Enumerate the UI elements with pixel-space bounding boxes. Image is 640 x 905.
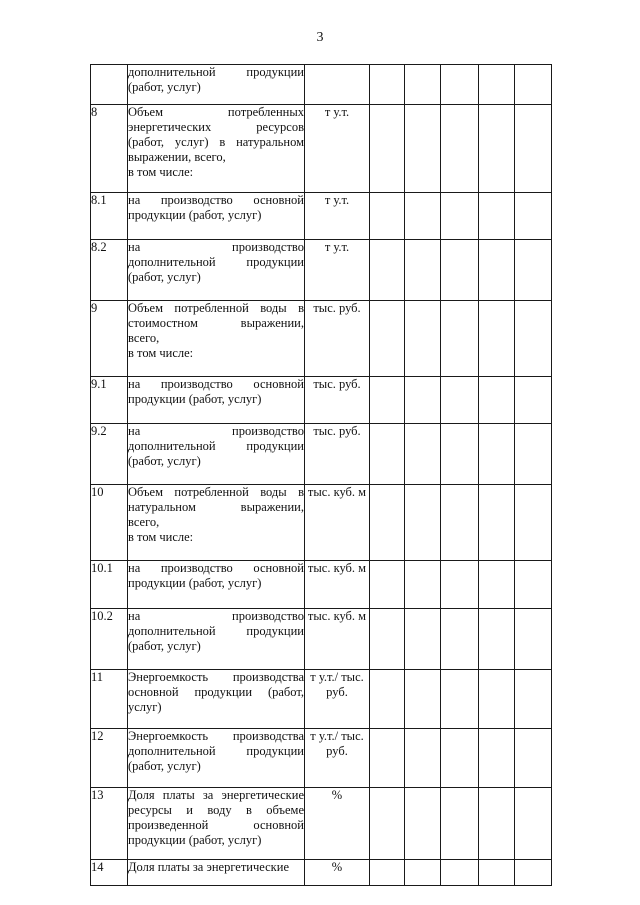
table-row <box>91 193 552 240</box>
value-cell <box>370 377 405 424</box>
description-line: услуг) <box>128 700 162 714</box>
value-cell <box>515 561 552 609</box>
description-line: основной продукции (работ, <box>128 685 304 699</box>
value-cell <box>370 561 405 609</box>
value-cell <box>405 860 441 886</box>
description-line: (работ, услуг) <box>128 639 201 653</box>
description-line: дополнительной продукции <box>128 65 304 79</box>
row-number: 10.2 <box>91 609 128 670</box>
description-line: стоимостном выражении, <box>128 316 304 330</box>
description-line: в том числе: <box>128 165 194 179</box>
value-cell <box>405 193 441 240</box>
description-line: Объем потребленных <box>128 105 304 119</box>
row-number: 8.1 <box>91 193 128 240</box>
table-row <box>91 860 552 886</box>
row-description <box>128 609 305 670</box>
description-line: на производство основной <box>128 377 304 391</box>
row-unit: тыс. куб. м <box>305 609 370 670</box>
value-cell <box>479 424 515 485</box>
value-cell <box>370 670 405 729</box>
table-row <box>91 240 552 301</box>
row-unit: т у.т./ тыс. руб. <box>305 729 370 788</box>
value-cell <box>405 65 441 105</box>
value-cell <box>370 424 405 485</box>
row-unit: тыс. куб. м <box>305 485 370 561</box>
value-cell <box>441 424 479 485</box>
description-line: (работ, услуг) <box>128 80 201 94</box>
row-unit: % <box>305 788 370 860</box>
value-cell <box>441 561 479 609</box>
description-line: выражении, всего, <box>128 150 226 164</box>
value-cell <box>370 729 405 788</box>
row-unit: % <box>305 860 370 886</box>
description-line: Доля платы за энергетические <box>128 860 289 874</box>
description-line: (работ, услуг) <box>128 454 201 468</box>
value-cell <box>405 561 441 609</box>
description-line: на производство <box>128 609 304 623</box>
value-cell <box>405 105 441 193</box>
row-description <box>128 193 305 240</box>
value-cell <box>441 860 479 886</box>
description-line: Энергоемкость производства <box>128 670 304 684</box>
value-cell <box>515 193 552 240</box>
description-line: Объем потребленной воды в <box>128 301 304 315</box>
description-line: в том числе: <box>128 346 194 360</box>
description-line: дополнительной продукции <box>128 255 304 269</box>
value-cell <box>370 193 405 240</box>
value-cell <box>441 729 479 788</box>
row-unit: т у.т./ тыс. руб. <box>305 670 370 729</box>
row-description <box>128 105 305 193</box>
description-line: продукции (работ, услуг) <box>128 833 262 847</box>
value-cell <box>441 788 479 860</box>
value-cell <box>405 424 441 485</box>
row-description <box>128 788 305 860</box>
description-line: Энергоемкость производства <box>128 729 304 743</box>
value-cell <box>370 609 405 670</box>
description-line: ресурсы и воду в объеме <box>128 803 304 817</box>
value-cell <box>405 609 441 670</box>
description-line: в том числе: <box>128 530 194 544</box>
row-number: 11 <box>91 670 128 729</box>
description-line: (работ, услуг) в натуральном <box>128 135 304 149</box>
value-cell <box>515 670 552 729</box>
description-line: всего, <box>128 331 160 345</box>
row-unit: тыс. куб. м <box>305 561 370 609</box>
row-description <box>128 561 305 609</box>
row-number: 12 <box>91 729 128 788</box>
value-cell <box>515 377 552 424</box>
value-cell <box>479 377 515 424</box>
description-line: энергетических ресурсов <box>128 120 304 134</box>
description-line: на производство основной <box>128 561 304 575</box>
description-line: (работ, услуг) <box>128 270 201 284</box>
table-row <box>91 301 552 377</box>
value-cell <box>441 670 479 729</box>
description-line: всего, <box>128 515 160 529</box>
table-row <box>91 729 552 788</box>
row-number: 9.2 <box>91 424 128 485</box>
row-unit <box>305 65 370 105</box>
value-cell <box>370 105 405 193</box>
table-row <box>91 377 552 424</box>
description-line: продукции (работ, услуг) <box>128 208 262 222</box>
description-line: на производство основной <box>128 193 304 207</box>
description-line: Объем потребленной воды в <box>128 485 304 499</box>
value-cell <box>515 788 552 860</box>
row-description <box>128 377 305 424</box>
row-unit: т у.т. <box>305 240 370 301</box>
table-row <box>91 788 552 860</box>
value-cell <box>370 65 405 105</box>
value-cell <box>441 485 479 561</box>
description-line: продукции (работ, услуг) <box>128 392 262 406</box>
value-cell <box>405 485 441 561</box>
value-cell <box>479 240 515 301</box>
row-unit: тыс. руб. <box>305 377 370 424</box>
value-cell <box>405 377 441 424</box>
value-cell <box>370 301 405 377</box>
row-description <box>128 670 305 729</box>
row-number: 8 <box>91 105 128 193</box>
value-cell <box>515 424 552 485</box>
table-row <box>91 424 552 485</box>
value-cell <box>515 105 552 193</box>
value-cell <box>405 670 441 729</box>
value-cell <box>441 301 479 377</box>
page-number: 3 <box>316 30 324 45</box>
value-cell <box>479 670 515 729</box>
value-cell <box>370 788 405 860</box>
value-cell <box>441 609 479 670</box>
description-line: (работ, услуг) <box>128 759 201 773</box>
value-cell <box>479 860 515 886</box>
value-cell <box>515 860 552 886</box>
indicator-table <box>90 64 552 886</box>
row-number: 13 <box>91 788 128 860</box>
value-cell <box>479 193 515 240</box>
value-cell <box>479 65 515 105</box>
value-cell <box>405 788 441 860</box>
description-line: Доля платы за энергетические <box>128 788 304 802</box>
description-line: на производство <box>128 424 304 438</box>
row-unit: т у.т. <box>305 193 370 240</box>
value-cell <box>441 105 479 193</box>
table-row <box>91 609 552 670</box>
row-description <box>128 65 305 105</box>
row-number <box>91 65 128 105</box>
table-row <box>91 485 552 561</box>
value-cell <box>479 561 515 609</box>
value-cell <box>479 788 515 860</box>
row-number: 10 <box>91 485 128 561</box>
table-row <box>91 561 552 609</box>
description-line: дополнительной продукции <box>128 744 304 758</box>
value-cell <box>515 240 552 301</box>
table-row <box>91 670 552 729</box>
row-description <box>128 240 305 301</box>
row-unit: тыс. руб. <box>305 424 370 485</box>
row-number: 14 <box>91 860 128 886</box>
value-cell <box>515 301 552 377</box>
row-description <box>128 485 305 561</box>
value-cell <box>441 377 479 424</box>
description-line: натуральном выражении, <box>128 500 304 514</box>
table-row <box>91 65 552 105</box>
value-cell <box>479 485 515 561</box>
description-line: дополнительной продукции <box>128 624 304 638</box>
row-description <box>128 424 305 485</box>
value-cell <box>515 729 552 788</box>
value-cell <box>515 65 552 105</box>
value-cell <box>370 860 405 886</box>
description-line: на производство <box>128 240 304 254</box>
row-number: 10.1 <box>91 561 128 609</box>
row-description <box>128 860 305 886</box>
value-cell <box>441 193 479 240</box>
value-cell <box>479 609 515 670</box>
value-cell <box>405 729 441 788</box>
value-cell <box>479 729 515 788</box>
value-cell <box>479 301 515 377</box>
row-number: 8.2 <box>91 240 128 301</box>
row-number: 9.1 <box>91 377 128 424</box>
description-line: продукции (работ, услуг) <box>128 576 262 590</box>
value-cell <box>370 240 405 301</box>
row-unit: тыс. руб. <box>305 301 370 377</box>
value-cell <box>441 65 479 105</box>
table-row <box>91 105 552 193</box>
value-cell <box>479 105 515 193</box>
value-cell <box>441 240 479 301</box>
row-description <box>128 301 305 377</box>
row-description <box>128 729 305 788</box>
value-cell <box>405 240 441 301</box>
description-line: произведенной основной <box>128 818 304 832</box>
value-cell <box>370 485 405 561</box>
value-cell <box>515 485 552 561</box>
value-cell <box>405 301 441 377</box>
description-line: дополнительной продукции <box>128 439 304 453</box>
value-cell <box>515 609 552 670</box>
row-unit: т у.т. <box>305 105 370 193</box>
row-number: 9 <box>91 301 128 377</box>
